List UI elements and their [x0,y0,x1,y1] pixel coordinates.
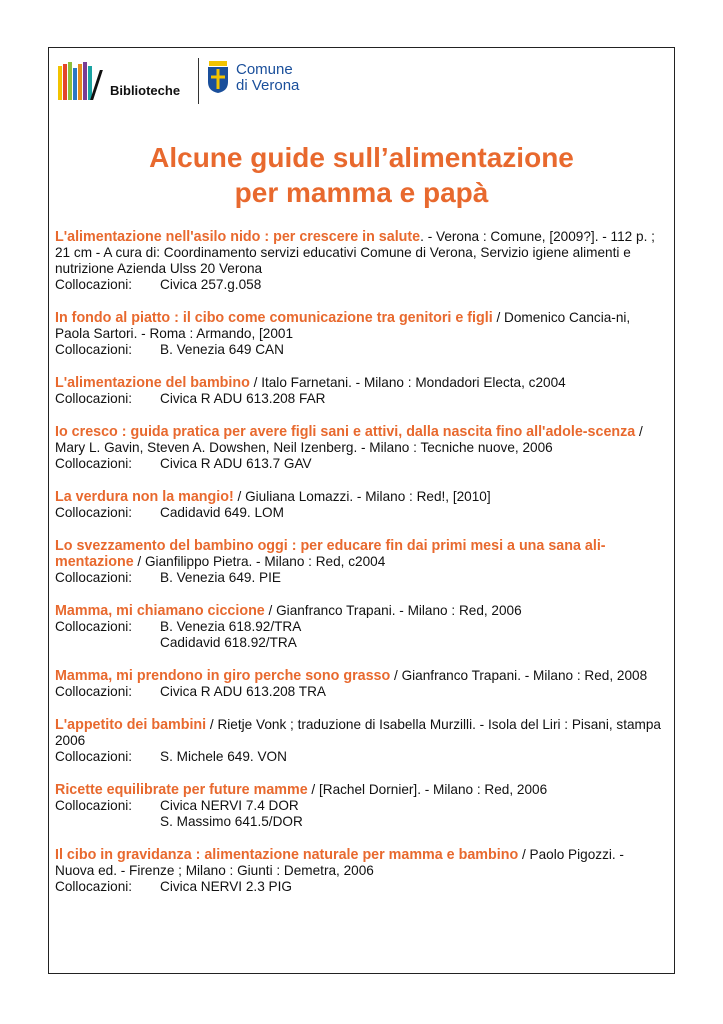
comune-label [236,62,299,94]
location-list [160,798,303,830]
entry-citation [55,310,667,342]
entry-title: Io cresco : guida pratica per avere figli sani e attivi, dalla nascita fino all'adole-scenza [55,424,636,440]
collocazioni-row [55,570,667,586]
location-list [160,684,326,700]
biblioteche-label: Biblioteche [110,83,181,98]
shelf-location: S. Massimo 641.5/DOR [160,814,303,829]
shelf-location: Civica NERVI 7.4 DOR [160,798,299,813]
comune-line2: di Verona [236,77,300,94]
bibliography-entry [55,310,667,358]
shelf-location: B. Venezia 649. PIE [160,570,281,585]
entry-details: / Gianfranco Trapani. - Milano : Red, 2008 [390,668,648,683]
entry-details: / Gianfranco Trapani. - Milano : Red, 2006 [264,603,522,618]
bibliography-entry [55,375,667,407]
bibliography-entry [55,717,667,765]
location-list [160,391,325,407]
collocazioni-row [55,879,667,895]
bibliography-list [55,229,667,912]
shelf-location: Cadidavid 649. LOM [160,505,284,520]
collocazioni-row [55,505,667,521]
collocazioni-label: Collocazioni: [55,570,133,585]
entry-details: . - Verona : Comune, [2009?]. - 112 p. ; 21 cm - A cura di: Coordinamento servizi educativi Comune di Verona, Servizio igiene alimenti e nutrizione Azienda Ulss 20 Verona [55,229,655,276]
entry-title: Mamma, mi chiamano ciccione [55,603,265,619]
logo-area [58,58,318,104]
location-list [160,277,261,293]
shelf-location: Civica R ADU 613.208 TRA [160,684,326,699]
entry-title: In fondo al piatto : il cibo come comunicazione tra genitori e figli [55,310,493,326]
comune-line1: Comune [236,61,293,78]
collocazioni-row [55,456,667,472]
biblioteche-books-icon [58,62,104,100]
bibliography-entry [55,424,667,472]
shelf-location: Civica 257.g.058 [160,277,262,292]
shelf-location: Civica NERVI 2.3 PIG [160,879,292,894]
entry-citation [55,424,667,456]
bibliography-entry [55,668,667,700]
location-list [160,456,312,472]
entry-title: Ricette equilibrate per future mamme [55,782,308,798]
collocazioni-label: Collocazioni: [55,879,133,894]
location-list [160,342,284,358]
shelf-location: Civica R ADU 613.208 FAR [160,391,326,406]
page-title [48,140,675,210]
entry-details: / [Rachel Dornier]. - Milano : Red, 2006 [307,782,548,797]
entry-citation [55,782,667,798]
collocazioni-row [55,277,667,293]
title-line-1: Alcune guide sull’alimentazione [149,142,574,173]
collocazioni-label: Collocazioni: [55,749,133,764]
collocazioni-row [55,684,667,700]
entry-citation [55,375,667,391]
collocazioni-label: Collocazioni: [55,456,133,471]
entry-details: / Rietje Vonk ; traduzione di Isabella Murzilli. - Isola del Liri : Pisani, stampa 2006 [55,717,661,748]
collocazioni-row [55,391,667,407]
title-line-2: per mamma e papà [234,177,489,208]
collocazioni-label: Collocazioni: [55,798,133,813]
entry-details: / Domenico Cancia-ni, Paola Sartori. - Roma : Armando, [2001 [55,310,631,341]
location-list [160,749,287,765]
entry-title: Il cibo in gravidanza : alimentazione naturale per mamma e bambino [55,847,519,863]
location-list [160,570,281,586]
bibliography-entry [55,782,667,830]
entry-details: / Giuliana Lomazzi. - Milano : Red!, [2010] [233,489,491,504]
entry-details: / Italo Farnetani. - Milano : Mondadori Electa, c2004 [249,375,566,390]
location-list [160,505,284,521]
entry-title: L'alimentazione del bambino [55,375,250,391]
bibliography-entry [55,489,667,521]
entry-citation [55,229,667,277]
collocazioni-label: Collocazioni: [55,391,133,406]
entry-title: Lo svezzamento del bambino oggi : per educare fin dai primi mesi a una sana ali-mentazione [55,538,606,570]
entry-citation [55,668,667,684]
collocazioni-row [55,798,667,830]
entry-details: / Mary L. Gavin, Steven A. Dowshen, Neil Izenberg. - Milano : Tecniche nuove, 2006 [55,424,643,455]
shelf-location: B. Venezia 649 CAN [160,342,284,357]
entry-title: L'appetito dei bambini [55,717,207,733]
collocazioni-row [55,749,667,765]
collocazioni-label: Collocazioni: [55,342,133,357]
verona-crest-icon [206,60,230,94]
collocazioni-label: Collocazioni: [55,619,133,634]
shelf-location: B. Venezia 618.92/TRA [160,619,302,634]
collocazioni-label: Collocazioni: [55,505,133,520]
bibliography-entry [55,603,667,651]
location-list [160,879,292,895]
entry-title: L'alimentazione nell'asilo nido : per crescere in salute [55,229,421,245]
location-list [160,619,301,651]
bibliography-entry [55,538,667,586]
entry-citation [55,489,667,505]
entry-details: / Paolo Pigozzi. - Nuova ed. - Firenze ; Milano : Giunti : Demetra, 2006 [55,847,624,878]
collocazioni-row [55,342,667,358]
collocazioni-label: Collocazioni: [55,277,133,292]
shelf-location: Civica R ADU 613.7 GAV [160,456,312,471]
entry-details: / Gianfilippo Pietra. - Milano : Red, c2004 [133,554,386,569]
entry-citation [55,538,667,570]
entry-citation [55,603,667,619]
shelf-location: S. Michele 649. VON [160,749,287,764]
bibliography-entry [55,847,667,895]
logo-divider [198,58,199,104]
bibliography-entry [55,229,667,293]
shelf-location: Cadidavid 618.92/TRA [160,635,297,650]
entry-title: La verdura non la mangio! [55,489,234,505]
collocazioni-row [55,619,667,651]
entry-citation [55,847,667,879]
entry-citation [55,717,667,749]
collocazioni-label: Collocazioni: [55,684,133,699]
entry-title: Mamma, mi prendono in giro perche sono grasso [55,668,391,684]
